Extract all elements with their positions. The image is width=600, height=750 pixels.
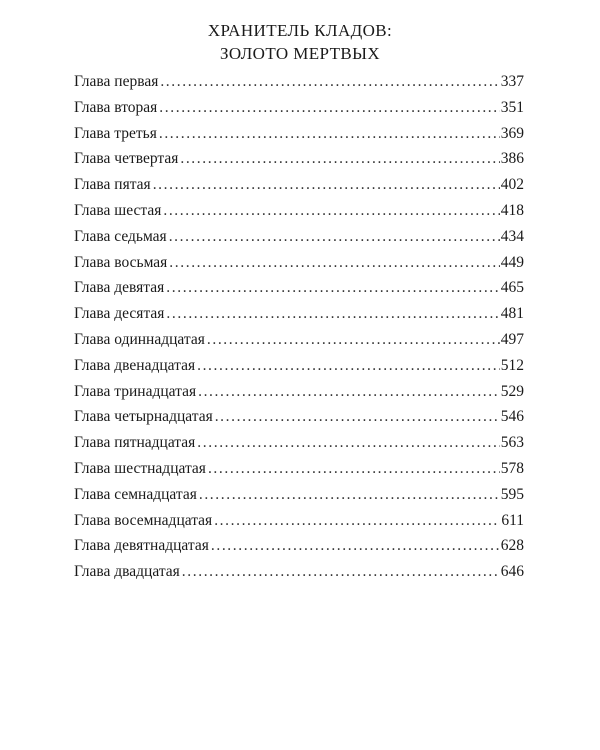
toc-dot-leader: [153, 175, 500, 195]
toc-page-number: 465: [500, 279, 524, 297]
toc-entry: [74, 201, 524, 227]
toc-entry: [74, 124, 524, 150]
toc-entry-title: Глава восемнадцатая: [74, 511, 213, 529]
toc-page-number: 386: [500, 150, 524, 168]
toc-page-number: 434: [500, 227, 524, 245]
toc-entry-title: Глава девятая: [74, 279, 165, 297]
toc-entry: [74, 72, 524, 98]
toc-entry-title: Глава третья: [74, 124, 157, 142]
toc-page-number: 546: [500, 408, 524, 426]
toc-entry-title: Глава тринадцатая: [74, 382, 197, 400]
toc-entry-title: Глава девятнадцатая: [74, 537, 209, 555]
toc-entry-title: Глава шестая: [74, 201, 162, 219]
toc-entry: [74, 175, 524, 201]
toc-entry-title: Глава седьмая: [74, 227, 167, 245]
toc-entry: [74, 536, 524, 562]
toc-entry-title: Глава двадцатая: [74, 563, 180, 581]
section-title-line-1: ХРАНИТЕЛЬ КЛАДОВ:: [207, 21, 393, 40]
toc-page-number: 578: [500, 459, 524, 477]
toc-page-number: 646: [500, 563, 524, 581]
toc-page-number: 512: [500, 356, 524, 374]
toc-page-number: 418: [500, 201, 524, 219]
toc-page-number: 497: [500, 330, 524, 348]
toc-entry-title: Глава пятнадцатая: [74, 434, 196, 452]
toc-entry: [74, 407, 524, 433]
toc-entry-title: Глава четырнадцатая: [74, 408, 213, 426]
toc-dot-leader: [207, 330, 500, 350]
toc-entry-title: Глава шестнадцатая: [74, 459, 206, 477]
toc-dot-leader: [211, 536, 500, 556]
toc-dot-leader: [160, 72, 499, 92]
toc-entry: [74, 304, 524, 330]
toc-page-number: 449: [500, 253, 524, 271]
toc-entry: [74, 227, 524, 253]
toc-entry: [74, 98, 524, 124]
toc-entry-title: Глава первая: [74, 73, 159, 90]
toc-dot-leader: [199, 485, 500, 505]
toc-dot-leader: [159, 98, 499, 118]
toc-entry: [74, 382, 524, 408]
toc-entry-title: Глава вторая: [74, 98, 158, 116]
toc-entry-title: Глава семнадцатая: [74, 485, 197, 503]
toc-entry: [74, 278, 524, 304]
toc-entry: [74, 433, 524, 459]
toc-entry: [74, 253, 524, 279]
toc-dot-leader: [180, 149, 499, 169]
toc-page-number: 563: [500, 434, 524, 452]
toc-dot-leader: [169, 227, 500, 247]
toc-entry: [74, 562, 524, 588]
toc-entry-title: Глава четвертая: [74, 150, 179, 168]
toc-entry: [74, 149, 524, 175]
toc-page-number: 351: [500, 98, 524, 116]
toc-entry-title: Глава десятая: [74, 305, 165, 323]
table-of-contents: [74, 72, 524, 588]
toc-page-number: 595: [500, 485, 524, 503]
toc-dot-leader: [159, 124, 500, 144]
section-title-line-2: ЗОЛОТО МЕРТВЫХ: [219, 44, 381, 63]
toc-entry-title: Глава пятая: [74, 176, 151, 194]
toc-page-number: 369: [500, 124, 524, 142]
toc-page-number: 481: [500, 305, 524, 323]
toc-entry: [74, 356, 524, 382]
toc-entry: [74, 485, 524, 511]
toc-dot-leader: [163, 201, 499, 221]
toc-entry-title: Глава восьмая: [74, 253, 168, 271]
toc-dot-leader: [208, 459, 500, 479]
toc-page-number: 611: [501, 511, 524, 529]
toc-dot-leader: [166, 304, 499, 324]
toc-dot-leader: [197, 433, 499, 453]
toc-page-number: 337: [500, 73, 524, 90]
toc-page-number: 402: [500, 176, 524, 194]
toc-entry: [74, 459, 524, 485]
toc-page-number: 529: [500, 382, 524, 400]
toc-entry: [74, 330, 524, 356]
toc-dot-leader: [182, 562, 500, 582]
toc-entry: [74, 511, 524, 537]
toc-dot-leader: [197, 356, 500, 376]
toc-page-number: 628: [500, 537, 524, 555]
toc-dot-leader: [166, 278, 499, 298]
toc-dot-leader: [214, 511, 500, 531]
toc-dot-leader: [198, 382, 500, 402]
toc-entry-title: Глава двенадцатая: [74, 356, 196, 374]
toc-entry-title: Глава одиннадцатая: [74, 330, 205, 348]
toc-dot-leader: [169, 253, 499, 273]
toc-dot-leader: [215, 407, 500, 427]
